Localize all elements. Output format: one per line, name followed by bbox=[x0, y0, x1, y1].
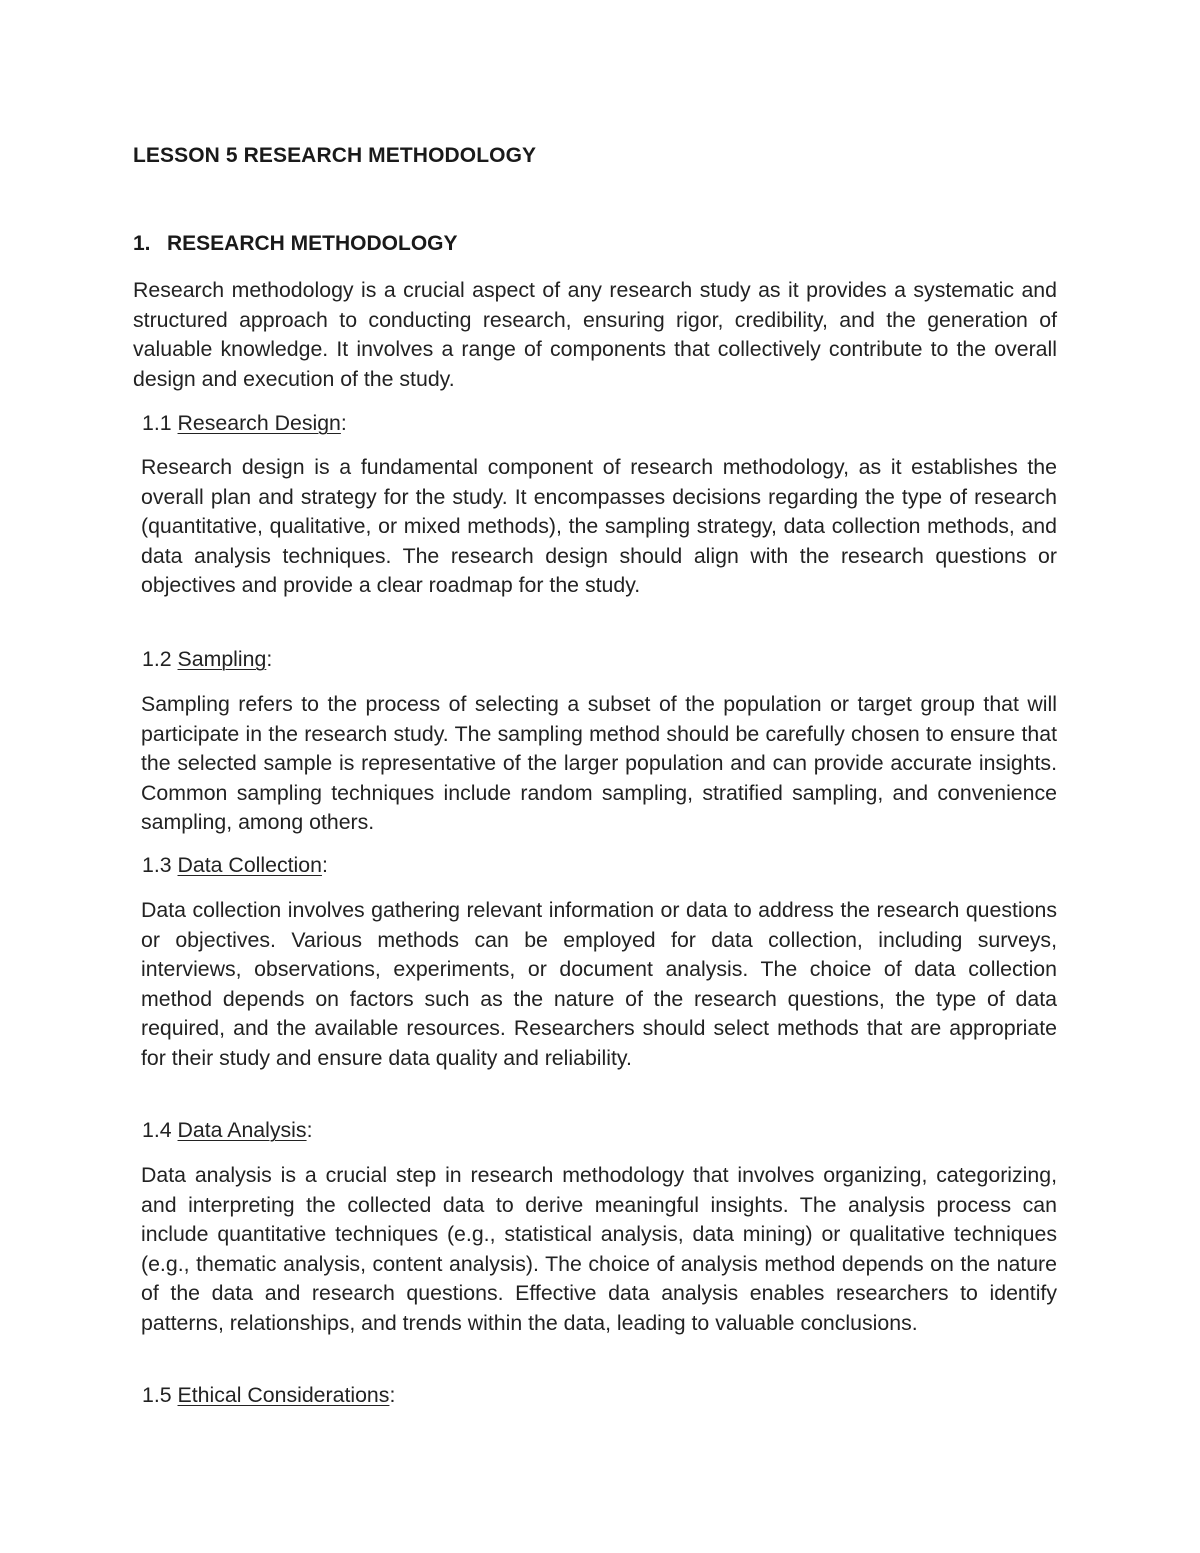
subsection-title: Data Collection bbox=[177, 853, 322, 877]
section-heading-text: RESEARCH METHODOLOGY bbox=[167, 232, 458, 255]
subsection-number: 1.5 bbox=[142, 1383, 172, 1407]
subsection-number: 1.1 bbox=[142, 411, 172, 435]
subsection-title: Sampling bbox=[177, 647, 267, 671]
subsection-colon: : bbox=[389, 1383, 396, 1407]
subsection-heading-ethical-considerations bbox=[142, 1381, 395, 1410]
section-number: 1. bbox=[133, 232, 151, 255]
subsection-title: Research Design bbox=[177, 411, 341, 435]
subsection-number: 1.4 bbox=[142, 1118, 172, 1142]
section-intro-paragraph: Research methodology is a crucial aspect of any research study as it provides a systematic and structured approach to conducting research, ensuring rigor, credibility, and the generation of valuable knowledge. It involves a range of components that collectively contribute to the overall design and execution of the study. bbox=[133, 278, 1057, 391]
subsection-title: Data Analysis bbox=[177, 1118, 307, 1142]
subsection-colon: : bbox=[306, 1118, 313, 1142]
subsection-heading-research-design bbox=[142, 409, 347, 438]
subsection-title: Ethical Considerations bbox=[177, 1383, 390, 1407]
subsection-number: 1.2 bbox=[142, 647, 172, 671]
subsection-body-data-analysis: Data analysis is a crucial step in research methodology that involves organizing, categorizing, and interpreting the collected data to derive meaningful insights. The analysis process can include quantitative techniques (e.g., statistical analysis, data mining) or qualitative techniques (e.g., thematic analysis, content analysis). The choice of analysis method depends on the nature of the data and research questions. Effective data analysis enables researchers to identify patterns, relationships, and trends within the data, leading to valuable conclusions. bbox=[141, 1163, 1057, 1335]
subsection-colon: : bbox=[321, 853, 328, 877]
subsection-heading-data-analysis bbox=[142, 1116, 312, 1145]
subsection-colon: : bbox=[266, 647, 273, 671]
subsection-colon: : bbox=[340, 411, 347, 435]
subsection-heading-data-collection bbox=[142, 851, 328, 880]
subsection-number: 1.3 bbox=[142, 853, 172, 877]
section-heading bbox=[133, 232, 458, 256]
subsection-body-research-design: Research design is a fundamental component of research methodology, as it establishes the overall plan and strategy for the study. It encompasses decisions regarding the type of research (quantitative, qualitative, or mixed methods), the sampling strategy, data collection methods, and data analysis techniques. The research design should align with the research questions or objectives and provide a clear roadmap for the study. bbox=[141, 455, 1057, 597]
subsection-heading-sampling bbox=[142, 645, 272, 674]
document-title: LESSON 5 RESEARCH METHODOLOGY bbox=[133, 144, 537, 167]
subsection-body-sampling: Sampling refers to the process of selecting a subset of the population or target group that will participate in the research study. The sampling method should be carefully chosen to ensure that the selected sample is representative of the larger population and can provide accurate insights. Common sampling techniques include random sampling, stratified sampling, and convenience sampling, among others. bbox=[141, 692, 1057, 834]
subsection-body-data-collection: Data collection involves gathering relevant information or data to address the research questions or objectives. Various methods can be employed for data collection, including surveys, interviews, observations, experiments, or document analysis. The choice of data collection method depends on factors such as the nature of the research questions, the type of data required, and the available resources. Researchers should select methods that are appropriate for their study and ensure data quality and reliability. bbox=[141, 898, 1057, 1070]
